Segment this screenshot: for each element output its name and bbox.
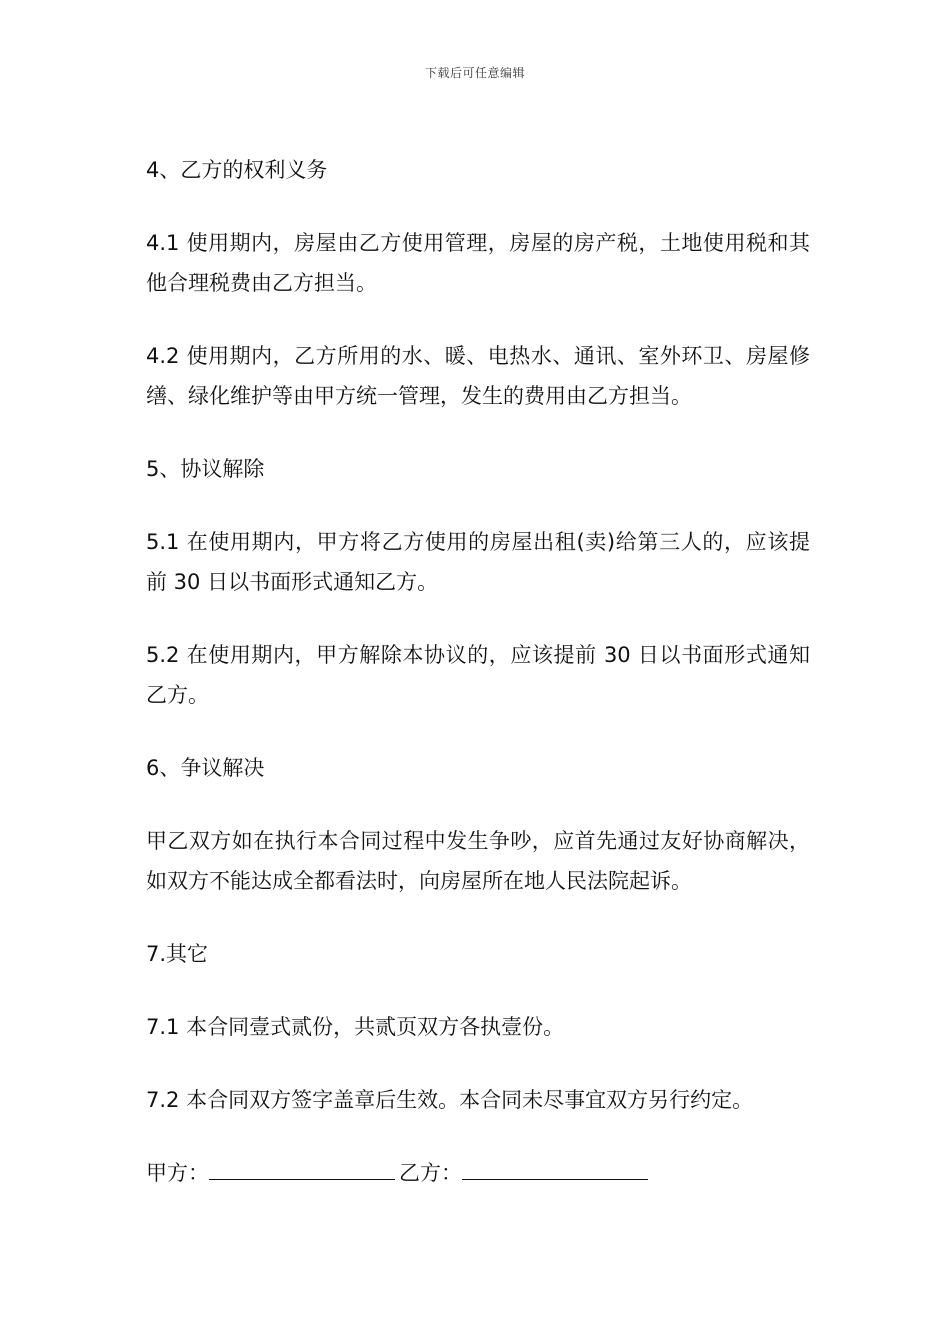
party-a-label: 甲方： [146, 1161, 209, 1185]
clause-7-2: 7.2 本合同双方签字盖章后生效。本合同未尽事宜双方另行约定。 [146, 1088, 754, 1112]
clause-7-1: 7.1 本合同壹式贰份，共贰页双方各执壹份。 [146, 1015, 565, 1039]
party-a-signature-line [209, 1155, 395, 1180]
section-heading-7: 7.其它 [146, 942, 209, 966]
party-b-signature-line [462, 1155, 648, 1180]
document-body [146, 150, 810, 1193]
signature-row [146, 1153, 810, 1193]
section-heading-6: 6、争议解决 [146, 756, 265, 780]
party-b-label: 乙方： [399, 1161, 462, 1185]
clause-4-1: 4.1 使用期内，房屋由乙方使用管理，房屋的房产税，土地使用税和其他合理税费由乙方担当。 [146, 231, 810, 295]
clause-5-1: 5.1 在使用期内，甲方将乙方使用的房屋出租(卖)给第三人的，应该提前 30 日以书面形式通知乙方。 [146, 530, 810, 594]
clause-4-2: 4.2 使用期内，乙方所用的水、暖、电热水、通讯、室外环卫、房屋修缮、绿化维护等由甲方统一管理，发生的费用由乙方担当。 [146, 344, 810, 408]
section-heading-4: 4、乙方的权利义务 [146, 158, 328, 182]
page-header: 下载后可任意编辑 [424, 66, 525, 80]
section-heading-5: 5、协议解除 [146, 457, 265, 481]
clause-6-text: 甲乙双方如在执行本合同过程中发生争吵，应首先通过友好协商解决，如双方不能达成全都看法时，向房屋所在地人民法院起诉。 [146, 829, 810, 893]
clause-5-2: 5.2 在使用期内，甲方解除本协议的，应该提前 30 日以书面形式通知乙方。 [146, 643, 810, 707]
